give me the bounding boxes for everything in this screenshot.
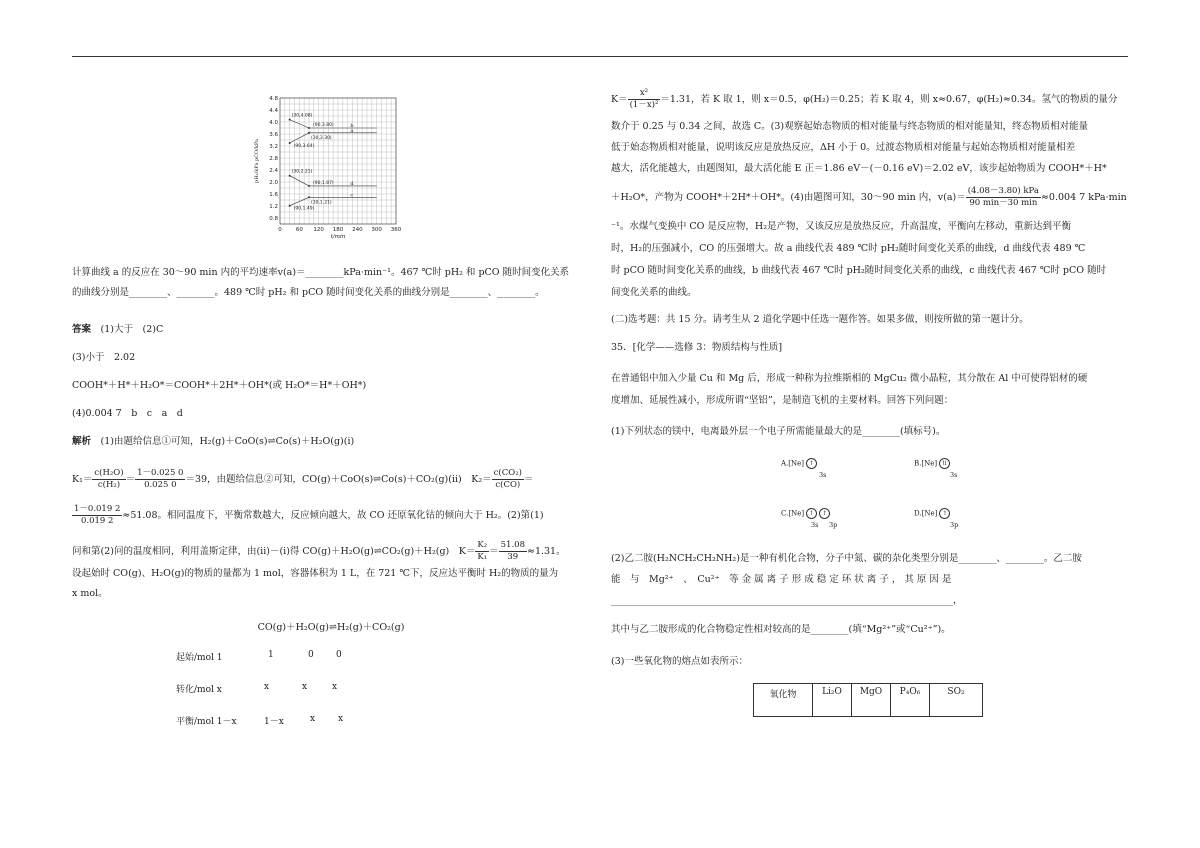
x-tick-label: 180 [332,227,344,233]
orbital-up-icon: ↑ [939,508,950,519]
orbital-up-icon: ↑ [806,458,817,469]
k-equals: ＝ [489,546,499,557]
analysis-line-4: 问和第(2)问的温度相同，利用盖斯定律，由(ii)－(i)得 CO(g)＋H₂O(g)⇌CO₂(g)＋H₂(g) K＝ [72,546,476,557]
y-tick-label: 0.8 [269,216,278,222]
question-text [72,263,590,303]
right-line-7: 时，H₂的压强减小，CO 的压强增大。故 a 曲线代表 489 ℃时 pH₂随时间变化关系的曲线，d 曲线代表 489 ℃ [611,243,1086,254]
header-rule [72,56,1128,57]
question-line-2: 的曲线分别是________、________。489 ℃时 pH₂ 和 pCO 随时间变化关系的曲线分别是________、________。 [72,287,545,298]
data-point [308,127,310,129]
analysis-line-3: ≈51.08。相同温度下，平衡常数越大，反应倾向越大，故 CO 还原氧化钴的倾向大于 H₂。(2)第(1) [122,510,544,521]
k2-fraction [492,468,524,491]
analysis-line-5: 设起始时 CO(g)、H₂O(g)的物质的量都为 1 mol，容器体积为 1 L，在 721 ℃下，反应达平衡时 H₂的物质的量为 [72,568,559,579]
curve-label: b [350,123,354,129]
question-2-line-4: 其中与乙二胺形成的化合物稳定性相对较高的是________(填“Mg²⁺”或“Cu²⁺”)。 [611,624,951,635]
k-numerator: K₂ [477,540,488,550]
k1-numerator: c(H₂O) [94,468,124,478]
x-axis-label: t/min [330,234,346,240]
k1-value-fraction [135,468,185,491]
k1-denominator: c(H₂) [97,480,121,490]
table-header-cell: 氧化物 [754,684,813,717]
ice-cell: 起始/mol 1 [176,653,223,663]
y-axis-label: pH₂/kPa pCO/kPa [254,139,260,183]
answer-3: (3)小于 2.02 [72,352,136,363]
right-line-6: ⁻¹。水煤气变换中 CO 是反应物，H₂是产物，又该反应是放热反应，升高温度，平衡向左移动，重新达到平衡 [611,221,1072,232]
intro-line-1: 在普通铝中加入少量 Cu 和 Mg 后，形成一种称为拉维斯相的 MgCu₂ 微小晶粒，其分散在 Al 中可使得铝材的硬 [611,373,1088,384]
x-tick-label: 60 [295,227,303,233]
point-label: (30,4.08) [291,113,313,119]
orbital-up-icon: ↑ [819,508,830,519]
ice-cell: 0 [308,650,314,660]
curve-label: a [350,127,354,134]
kx-numerator: x² [628,88,661,100]
right-line-3: 低于始态物质相对能量，说明该反应是放热反应，ΔH 小于 0。过渡态物质相对能量与起始态物质相对能量相差 [611,142,1076,153]
k-fraction [475,540,489,563]
ice-cell: x [302,682,308,692]
point-label: (30,3.30) [311,135,332,141]
ice-cell: 平衡/mol 1－x [176,717,237,727]
k-value-numerator: 51.08 [500,540,525,550]
question-3: (3)一些氧化物的熔点如表所示： [611,656,748,667]
answer-4: (4)0.004 7 b c a d [72,408,183,419]
right-line-2: 数介于 0.25 与 0.34 之间，故选 C。(3)观察起始态物质的相对能量与终态物质的相对能量知，终态物质相对能量 [611,121,1089,132]
ice-cell: 转化/mol x [176,685,222,695]
point-label: (30,1.21) [311,200,332,206]
option-d-3p: 3p [950,521,959,529]
k1-equals: ＝ [125,474,136,485]
x-tick-label: 0 [278,227,282,233]
kx-rest: ＝1.31，若 K 取 1，则 x＝0.5，φ(H₂)＝0.25；若 K 取 4，则 x≈0.67，φ(H₂)≈0.34。氢气的物质的量分 [660,94,1118,105]
question-2-line-2: 能 与 Mg²⁺ 、 Cu²⁺ 等 金 属 离 子 形 成 稳 定 环 状 离 子 ， 其 原 因 是 [611,574,952,585]
rate-numerator: (4.08－3.80) kPa [967,186,1039,196]
table-cell: SO₂ [930,684,983,717]
answer-1: (1)大于 (2)C [100,324,164,335]
option-a-label: A.[Ne] [781,459,805,468]
ice-cell: x [264,682,270,692]
option-b-label: B.[Ne] [914,459,938,468]
x-tick-label: 120 [313,227,324,233]
answer-label: 答案 [72,324,92,335]
curve-label: c [350,192,354,199]
rate-text: ＋H₂O*，产物为 COOH*＋2H*＋OH*。(4)由题图可知，30～90 min 内，v(a)＝ [611,192,966,203]
y-tick-label: 3.2 [269,144,278,150]
x-tick-label: 360 [390,227,402,233]
data-point [308,185,310,187]
question-2-line-3: ________________________________________________________________________， [611,595,963,606]
y-tick-label: 4.8 [269,96,278,102]
data-point [289,142,291,144]
option-d [914,508,959,529]
right-line-9: 间变化关系的曲线。 [611,287,697,298]
table-cell: P₄O₆ [891,684,930,717]
k-x-line [611,88,1129,112]
ice-cell: 0 [336,650,342,660]
k2-value-numerator: 1－0.019 2 [74,504,121,514]
option-d-label: D.[Ne] [914,509,938,518]
data-point [289,119,291,121]
right-line-4: 越大，活化能越大，由题图知，最大活化能 E 正＝1.86 eV－(－0.16 eV)＝2.02 eV，该步起始物质为 COOH*＋H* [611,163,1107,174]
y-tick-label: 2.4 [269,168,278,174]
k-value-denominator: 39 [507,552,519,562]
y-tick-label: 4.0 [269,120,278,126]
k1-value-denominator: 0.025 0 [144,480,177,490]
point-label: (30,2.21) [291,169,313,175]
k1-equation [72,468,590,492]
y-tick-label: 1.6 [269,192,278,198]
answer-3b: COOH*＋H*＋H₂O*＝COOH*＋2H*＋OH*(或 H₂O*＝H*＋OH*) [72,380,367,391]
question-1: (1)下列状态的镁中，电离最外层一个电子所需能量最大的是________(填标号)。 [611,426,946,437]
kx-fraction [628,88,661,111]
orbital-pair-icon: ⇅ [939,458,950,469]
data-point [308,196,310,198]
data-point [289,205,291,207]
k2-value-denominator: 0.019 2 [80,516,114,526]
question-35-title: 35．[化学——选修 3：物质结构与性质] [611,342,783,353]
y-tick-label: 3.6 [269,132,278,138]
point-label: (90,3.64) [293,144,315,149]
k2-value-line [72,504,590,528]
analysis-label: 解析 [72,436,92,447]
option-c-3p: 3p [829,521,838,529]
analysis-section [72,432,590,452]
y-tick-label: 1.2 [269,204,278,210]
point-label: (90,1.49) [293,206,315,212]
ice-cell: 1 [268,650,274,660]
k2-value-fraction [72,504,122,527]
k2-numerator: c(CO₂) [493,468,522,478]
ice-cell: x [332,682,338,692]
option-c-label: C.[Ne] [781,509,805,518]
rate-result: ≈0.004 7 kPa·min [1040,192,1127,203]
x-tick-label: 240 [352,227,363,233]
answer-section [72,320,590,340]
equilibrium-equation: CO(g)＋H₂O(g)⇌H₂(g)＋CO₂(g) [257,622,405,633]
selection-note: (二)选考题：共 15 分。请考生从 2 道化学题中任选一题作答。如果多做，则按所做的第一题计分。 [611,314,1029,325]
k-denominator: K₁ [477,552,488,562]
ice-cell: x [338,714,344,724]
y-tick-label: 2.8 [269,156,278,162]
analysis-line-1: (1)由题给信息①可知，H₂(g)＋CoO(s)⇌Co(s)＋H₂O(g)(i) [100,436,355,447]
rate-denominator: 90 min－30 min [969,198,1038,208]
question-2-line-1: (2)乙二胺(H₂NCH₂CH₂NH₂)是一种有机化合物，分子中氮、碳的杂化类型分别是________、________。乙二胺 [611,553,1082,564]
k1-fraction [92,468,125,491]
k1-rest: ＝39，由题给信息②可知，CO(g)＋CoO(s)⇌Co(s)＋CO₂(g)(ii) K₂＝ [185,474,492,485]
intro-line-2: 度增加、延展性减小，形成所谓“坚铝”，是制造飞机的主要材料。回答下列问题： [611,395,954,406]
data-point [308,132,310,134]
curve-label: d [350,180,354,187]
ice-cell: x [310,714,316,724]
analysis-line-6: x mol。 [72,588,108,599]
option-b [914,458,958,479]
question-line-1: 计算曲线 a 的反应在 30～90 min 内的平均速率v(a)＝________kPa·min⁻¹。467 ℃时 pH₂ 和 pCO 随时间变化关系 [72,267,570,278]
x-tick-label: 300 [371,227,382,233]
kx-denominator: (1－x)² [629,100,659,110]
option-c [781,508,838,529]
orbital-up-icon: ↑ [806,508,817,519]
rate-fraction [966,186,1041,209]
table-cell: Li₂O [813,684,852,717]
rate-line [611,186,1129,210]
melting-point-table [753,683,983,717]
table-cell: MgO [852,684,891,717]
ice-cell: 1－x [264,717,284,727]
point-label: (90,3.80) [313,123,334,128]
option-a [781,458,827,479]
option-b-3s: 3s [950,471,958,479]
point-label: (90,1.87) [313,180,334,186]
k-rest: ≈1.31。 [526,546,566,557]
k1-value-numerator: 1－0.025 0 [137,468,184,478]
option-a-3s: 3s [819,471,827,479]
k1-lhs: K₁＝ [72,474,93,485]
y-tick-label: 4.4 [269,108,278,114]
k2-denominator: c(CO) [495,480,521,490]
k-equation-line [72,540,590,564]
pressure-time-chart [252,92,402,242]
data-point [289,175,291,177]
kx-lhs: K＝ [611,94,628,105]
y-tick-label: 2.0 [269,180,278,186]
right-line-8: 时 pCO 随时间变化关系的曲线，b 曲线代表 467 ℃时 pH₂随时间变化关系的曲线，c 曲线代表 467 ℃时 pCO 随时 [611,265,1107,276]
option-c-3s: 3s [811,521,819,529]
k-value-fraction [499,540,527,563]
k2-equals: ＝ [523,474,534,485]
